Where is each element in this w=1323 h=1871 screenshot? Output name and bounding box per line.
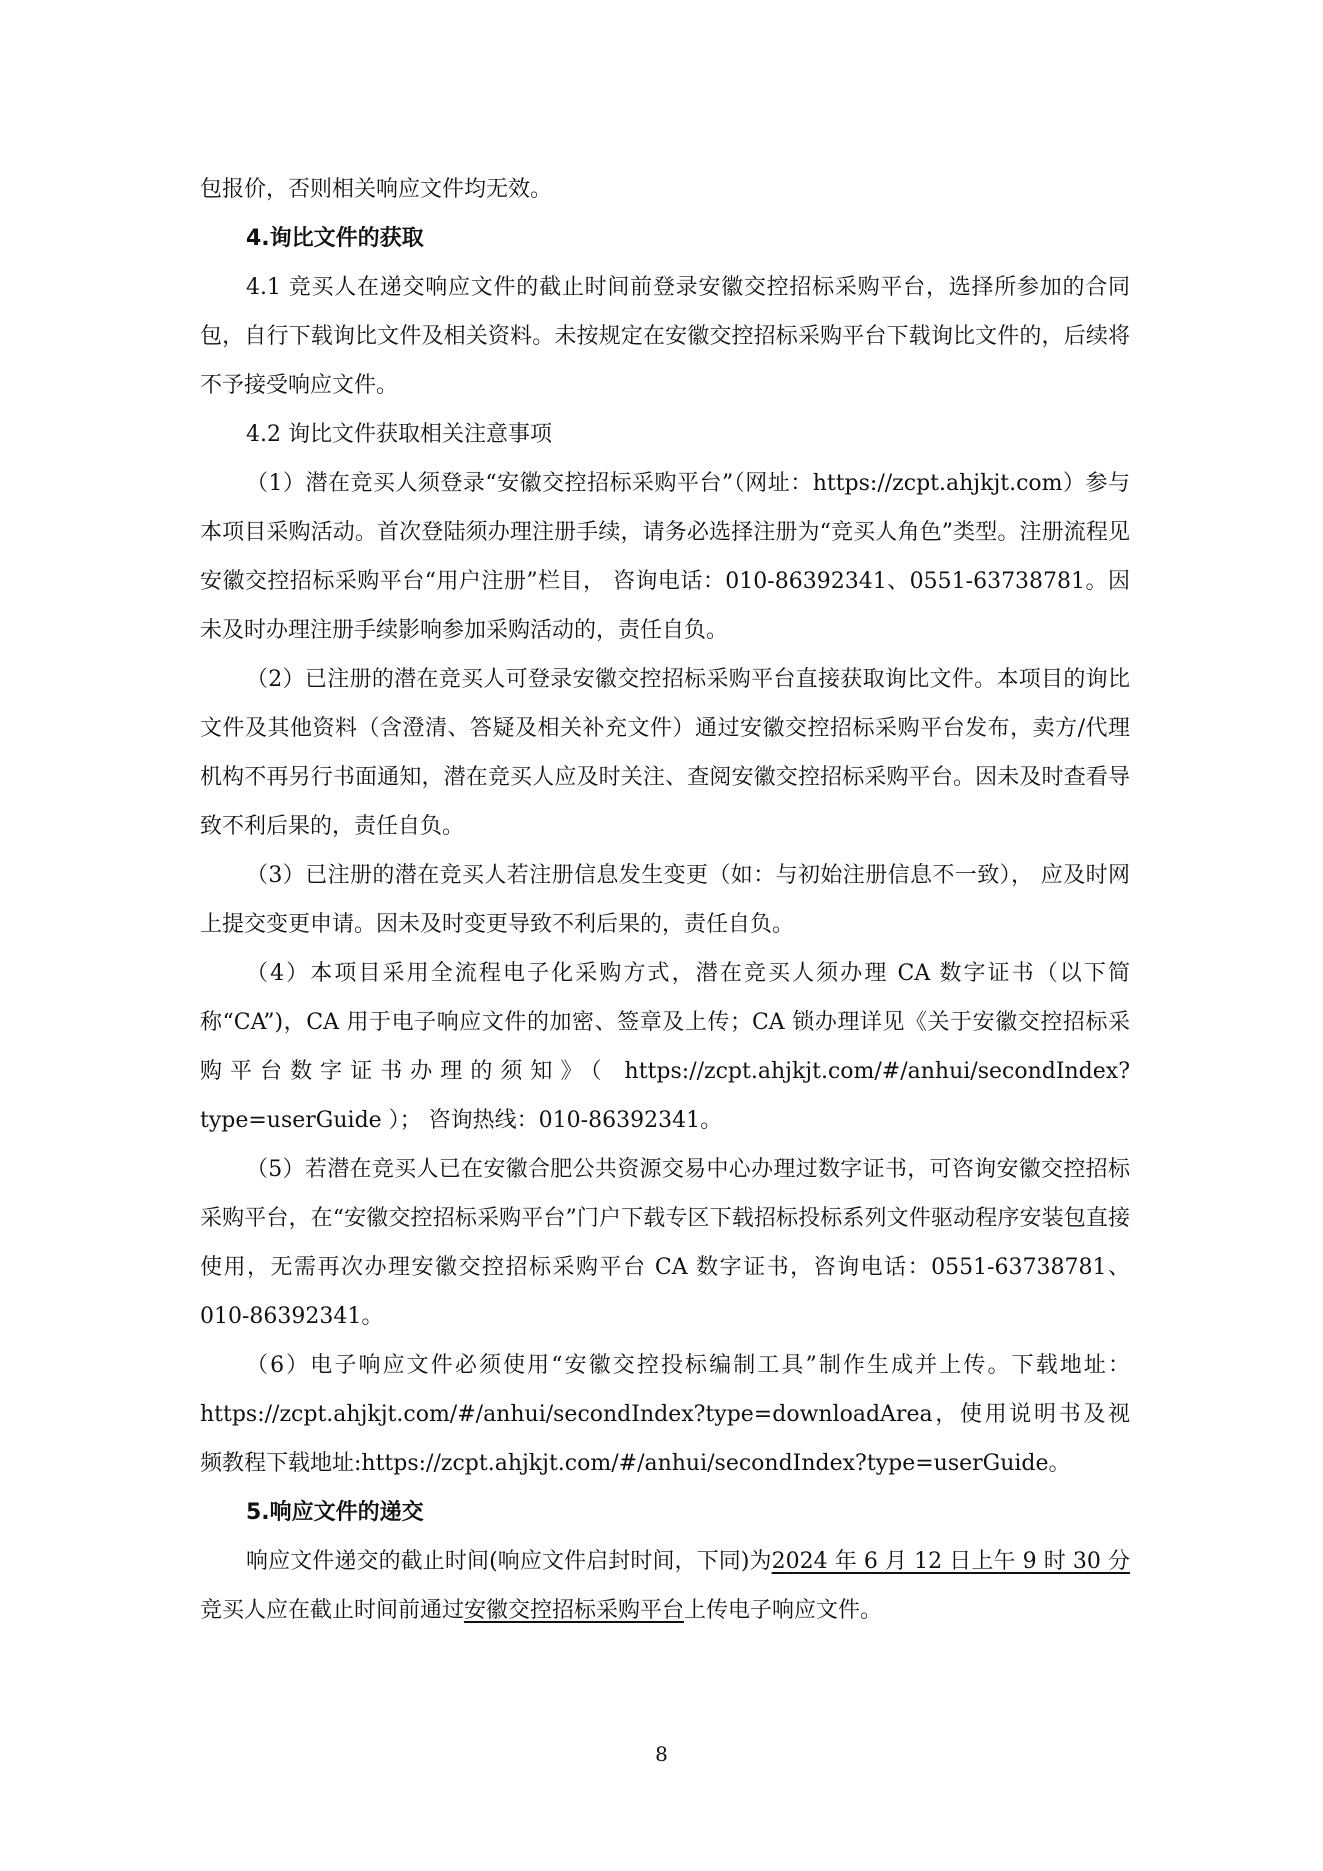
- text-run: （5）若潜在竞买人已在安徽合肥公共资源交易中心办理过数字证书，可咨询安徽交控招标采购平台，在“安徽交控招标采购平台”门户下载专区下载招标投标系列文件驱动程序安装包直接使用，无需再次办理安徽交控招标采购平台 CA 数字证书，咨询电话：0551-63738781、010-86392341。: [200, 1157, 1130, 1329]
- paragraph: [200, 1341, 1130, 1488]
- paragraph: [200, 949, 1130, 1145]
- text-run: （4）本项目采用全流程电子化采购方式，潜在竞买人须办理 CA 数字证书（以下简称“CA”)，CA 用于电子响应文件的加密、签章及上传；CA 锁办理详见《关于安徽交控招标采购平台数字证书办理的须知》（ https://zcpt.ahjkjt.com/#/anhui/secondIndex?type=userGuide ）； 咨询热线：010-86392341。: [200, 961, 1130, 1133]
- text-run: 4.1 竞买人在递交响应文件的截止时间前登录安徽交控招标采购平台，选择所参加的合同包，自行下载询比文件及相关资料。未按规定在安徽交控招标采购平台下载询比文件的，后续将不予接受响应文件。: [200, 275, 1130, 398]
- paragraph: [200, 165, 1130, 214]
- paragraph: [200, 655, 1130, 851]
- text-run: 4.询比文件的获取: [246, 226, 424, 251]
- text-run: 响应文件递交的截止时间(响应文件启封时间，下同)为: [246, 1549, 772, 1574]
- text-run: （2）已注册的潜在竞买人可登录安徽交控招标采购平台直接获取询比文件。本项目的询比文件及其他资料（含澄清、答疑及相关补充文件）通过安徽交控招标采购平台发布，卖方/代理机构不再另行书面通知，潜在竞买人应及时关注、查阅安徽交控招标采购平台。因未及时查看导致不利后果的，责任自负。: [200, 667, 1130, 839]
- text-run: 上传电子响应文件。: [684, 1598, 883, 1623]
- text-run: 5.响应文件的递交: [246, 1500, 424, 1525]
- text-run: （3）已注册的潜在竞买人若注册信息发生变更（如：与初始注册信息不一致）， 应及时网上提交变更申请。因未及时变更导致不利后果的，责任自负。: [200, 863, 1130, 937]
- text-run: 包报价，否则相关响应文件均无效。: [200, 177, 553, 202]
- underlined-text: 2024 年 6 月 12 日上午 9 时 30 分: [771, 1549, 1130, 1574]
- paragraph: [200, 410, 1130, 459]
- text-run: （6）电子响应文件必须使用“安徽交控投标编制工具”制作生成并上传。下载地址：https://zcpt.ahjkjt.com/#/anhui/secondIndex?type=downloadArea，使用说明书及视频教程下载地址:https://zcpt.ahjkjt.com/#/anhui/secondIndex?type=userGuide。: [200, 1353, 1130, 1476]
- section-heading: [200, 214, 1130, 263]
- paragraph: [200, 851, 1130, 949]
- page-number: 8: [655, 1742, 668, 1766]
- paragraph: [200, 1537, 1130, 1635]
- paragraph: [200, 263, 1130, 410]
- text-run: 4.2 询比文件获取相关注意事项: [246, 422, 552, 447]
- text-run: （1）潜在竞买人须登录“安徽交控招标采购平台”（网址：https://zcpt.ahjkjt.com）参与本项目采购活动。首次登陆须办理注册手续，请务必选择注册为“竞买人角色”类型。注册流程见安徽交控招标采购平台“用户注册”栏目， 咨询电话：010-86392341、0551-63738781。因未及时办理注册手续影响参加采购活动的，责任自负。: [200, 471, 1130, 643]
- underlined-text: 安徽交控招标采购平台: [464, 1598, 685, 1623]
- paragraph: [200, 459, 1130, 655]
- text-run: 竞买人应在截止时间前通过: [200, 1598, 465, 1623]
- paragraph: [200, 1145, 1130, 1341]
- section-heading: [200, 1488, 1130, 1537]
- document-body: [200, 165, 1130, 1635]
